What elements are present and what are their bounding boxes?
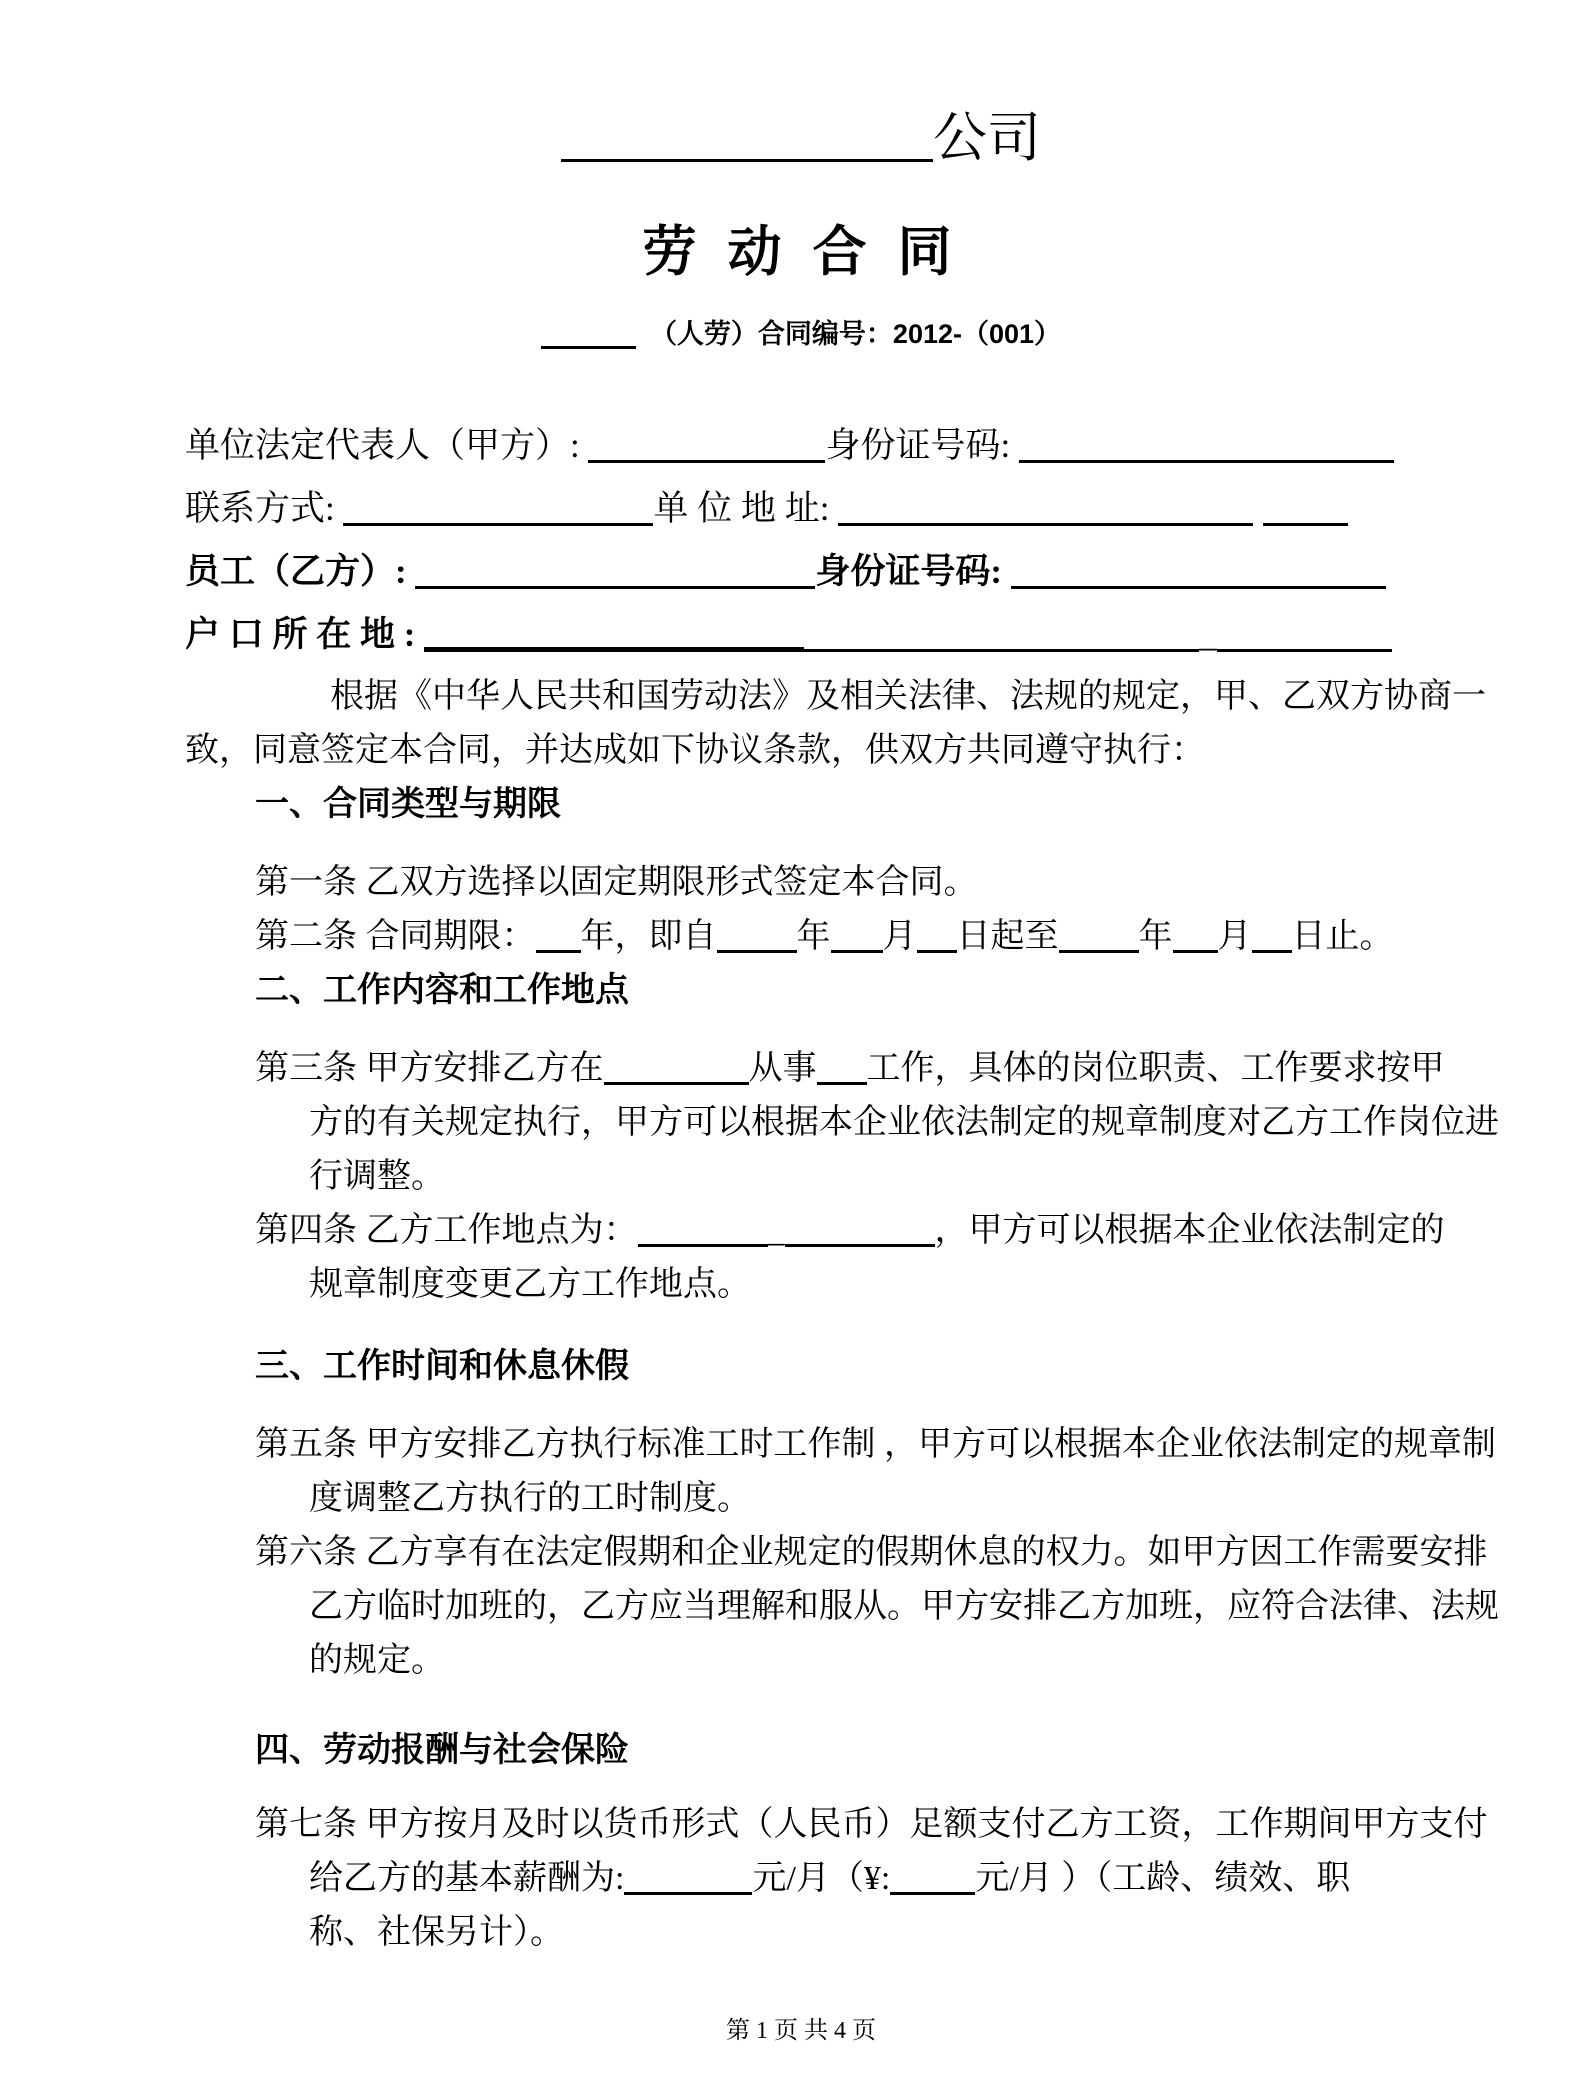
text-run: 第七条 甲方按月及时以货币形式（人民币）足额支付乙方工资，工作期间甲方支付: [255, 1806, 1488, 1843]
employee-line: [185, 540, 1417, 603]
text-run: 致，同意签定本合同，并达成如下协议条款，供双方共同遵守执行：: [185, 732, 1205, 769]
blank-underline: [1217, 637, 1392, 652]
clause-1: [185, 856, 1417, 910]
text-run: 联系方式:: [185, 489, 344, 528]
section-1-heading: [185, 778, 1417, 832]
blank-underline: [638, 1232, 768, 1247]
text-run: 度调整乙方执行的工时制度。: [309, 1480, 751, 1517]
section-3-heading: [185, 1340, 1417, 1394]
text-run: 年: [1138, 918, 1173, 955]
text-run: 日起至: [956, 918, 1059, 955]
text-run: 根据《中华人民共和国劳动法》及相关法律、法规的规定，甲、乙双方协商一: [330, 678, 1486, 715]
section-4-heading: [185, 1724, 1417, 1778]
clause-5-line-1: [185, 1418, 1496, 1472]
clause-6-line-3: [185, 1634, 1417, 1688]
text-run: 身份证号码:: [815, 552, 1011, 591]
text-run: 第一条 乙双方选择以固定期限形式签定本合同。: [255, 864, 978, 901]
spacer: [1253, 519, 1263, 520]
blank-underline: [804, 637, 1199, 652]
blank-underline: [536, 938, 581, 953]
blank-underline: [717, 938, 797, 953]
clause-3-line-2: [185, 1096, 1499, 1150]
blank-underline: [604, 1070, 749, 1085]
text-run: （人劳）合同编号：2012-（001）: [649, 319, 1062, 349]
text-run: 日止。: [1291, 918, 1394, 955]
blank-underline: [1011, 574, 1386, 589]
text-run: 乙方临时加班的，乙方应当理解和服从。甲方安排乙方加班，应符合法律、法规: [309, 1588, 1499, 1625]
document-title: 劳 动 合 同: [642, 222, 960, 282]
text-run: 年: [796, 918, 831, 955]
clause-2: [185, 910, 1417, 964]
text-run: 员工（乙方）:: [185, 552, 416, 591]
blank-underline: [424, 635, 804, 652]
clause-7-line-1: [185, 1798, 1488, 1852]
text-run: 从事: [748, 1050, 817, 1087]
blank-underline: [1263, 511, 1348, 526]
text-run: 方的有关规定执行，甲方可以根据本企业依法制定的规章制度对乙方工作岗位进: [309, 1104, 1499, 1141]
text-run: 行调整。: [309, 1158, 445, 1195]
clause-3-line-1: [185, 1042, 1445, 1096]
clause-3-line-3: [185, 1150, 1417, 1204]
preamble-line-2: [185, 724, 1417, 778]
text-run: 给乙方的基本薪酬为:: [309, 1860, 625, 1897]
section-2-heading: [185, 964, 1417, 1018]
text-run: 单 位 地 址:: [653, 489, 839, 528]
text-run: 一、合同类型与期限: [255, 786, 561, 823]
clause-7-line-3: [185, 1906, 1417, 1960]
text-run: 称、社保另计）。: [309, 1914, 564, 1951]
text-run: 月: [1217, 918, 1252, 955]
blank-underline: [817, 1070, 867, 1085]
blank-underline: [917, 938, 957, 953]
contract-number-line: [185, 314, 1417, 354]
company-name-blank: [561, 147, 933, 162]
text-run: ，甲方可以根据本企业依法制定的: [934, 1212, 1445, 1249]
text-run: 规章制度变更乙方工作地点。: [309, 1266, 751, 1303]
text-run: 三、工作时间和休息休假: [255, 1348, 629, 1385]
text-run: 元/月 ）（工龄、绩效、职: [975, 1860, 1351, 1897]
blank-underline: [588, 448, 825, 463]
blank-underline: [343, 511, 653, 526]
blank-underline: [1252, 938, 1292, 953]
text-run: 第二条 合同期限：: [255, 918, 536, 955]
text-run: 第五条 甲方安排乙方执行标准工时工作制 ，甲方可以根据本企业依法制定的规章制: [255, 1426, 1496, 1463]
text-run: 年，即自: [580, 918, 717, 955]
company-suffix-label: 公司: [933, 108, 1041, 168]
blank-underline: [838, 511, 1253, 526]
preamble-line-1: [185, 670, 1486, 724]
blank-underline: [415, 574, 815, 589]
clause-4-line-1: [185, 1204, 1445, 1258]
clause-6-line-2: [185, 1580, 1499, 1634]
blank-underline: [1059, 938, 1139, 953]
text-run: 二、工作内容和工作地点: [255, 972, 629, 1009]
residence-line: [185, 603, 1417, 666]
text-run: 第三条 甲方安排乙方在: [255, 1050, 604, 1087]
company-name-line: [185, 98, 1417, 178]
blank-underline: [624, 1880, 752, 1895]
clause-5-line-2: [185, 1472, 1417, 1526]
blank-underline: [890, 1880, 975, 1895]
contact-line: [185, 477, 1417, 540]
text-run: 第四条 乙方工作地点为：: [255, 1212, 638, 1249]
text-run: 身份证号码:: [825, 426, 1019, 465]
blank-underline: [541, 334, 636, 349]
spacer: [636, 342, 650, 343]
text-run: _: [1199, 615, 1217, 654]
text-run: 月: [882, 918, 917, 955]
text-run: _: [767, 1212, 785, 1249]
clause-6-line-1: [185, 1526, 1488, 1580]
clause-7-line-2: [185, 1852, 1417, 1906]
text-run: 户 口 所 在 地 :: [185, 615, 425, 654]
page-footer: 第 1 页 共 4 页: [726, 2018, 876, 2044]
text-run: 第六条 乙方享有在法定假期和企业规定的假期休息的权力。如甲方因工作需要安排: [255, 1534, 1488, 1571]
text-run: 单位法定代表人（甲方）:: [185, 426, 589, 465]
text-run: 工作，具体的岗位职责、工作要求按甲: [866, 1050, 1445, 1087]
blank-underline: [1173, 938, 1218, 953]
blank-underline: [1019, 448, 1394, 463]
blank-underline: [785, 1232, 935, 1247]
party-info-block: [185, 414, 1417, 666]
clause-4-line-2: [185, 1258, 1417, 1312]
text-run: 元/月（¥:: [752, 1860, 891, 1897]
legal-representative-line: [185, 414, 1417, 477]
blank-underline: [831, 938, 883, 953]
contract-body: [185, 670, 1499, 1960]
text-run: 四、劳动报酬与社会保险: [255, 1732, 629, 1769]
text-run: 的规定。: [309, 1642, 445, 1679]
